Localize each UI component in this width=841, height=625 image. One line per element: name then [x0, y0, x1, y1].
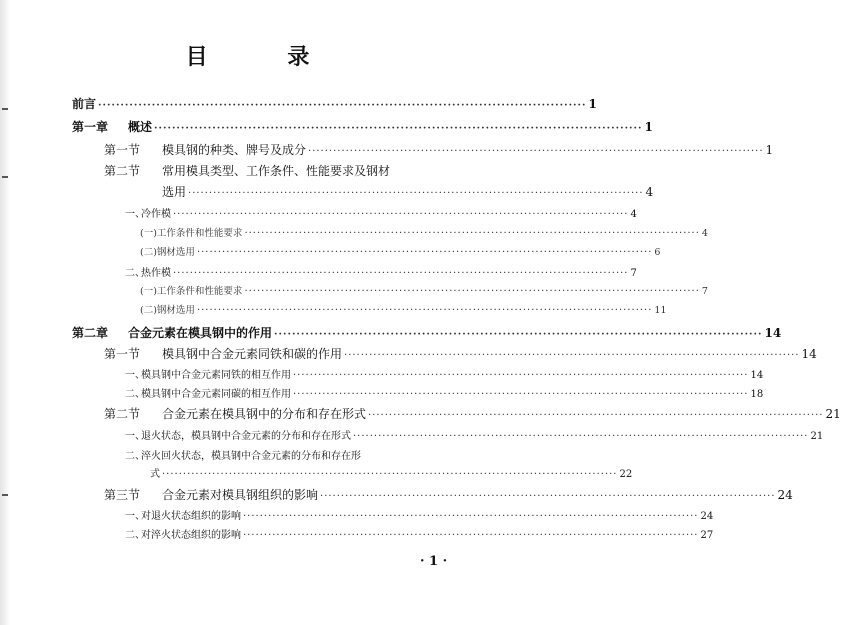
leader-dots: ·············································································································: [196, 305, 653, 316]
toc-entry-label: 对淬火状态组织的影响: [141, 530, 241, 541]
leader-dots: ·············································································································: [173, 268, 629, 279]
toc-entry-continuation[interactable]: [162, 183, 654, 200]
leader-dots: ·············································································································: [293, 370, 749, 381]
toc-entry-page: 1: [644, 120, 653, 134]
leader-dots: ·············································································································: [98, 100, 587, 111]
leader-dots: ·············································································································: [344, 350, 800, 361]
toc-entry-label: 式: [150, 469, 160, 480]
toc-entry-page: 14: [801, 347, 817, 361]
toc-entry-page: 4: [645, 185, 654, 199]
toc-entry-number: 第一节: [104, 347, 141, 361]
leader-dots: ·············································································································: [293, 389, 749, 400]
leader-dots: ·············································································································: [243, 530, 699, 541]
toc-entry-label: 模具钢的种类、牌号及成分: [162, 143, 307, 157]
toc-entry-subsection[interactable]: [125, 526, 714, 541]
toc-entry-page: 1: [588, 97, 597, 111]
toc-entry-page: 6: [654, 247, 661, 258]
toc-entry-page: 24: [777, 488, 793, 502]
toc-entry-number: 二、: [125, 268, 145, 279]
leader-dots: ·············································································································: [244, 286, 700, 297]
toc-entry-label: 钢材选用: [156, 305, 195, 316]
leader-dots: ·············································································································: [244, 228, 700, 239]
toc-entry-page: 21: [810, 431, 824, 442]
toc-entry-continuation[interactable]: [150, 465, 633, 480]
leader-dots: ·············································································································: [188, 188, 644, 199]
toc-entry-number: 第二节: [104, 164, 141, 178]
toc-entry-number: (一): [140, 286, 157, 297]
toc-entry-number: 一、: [125, 209, 145, 220]
toc-entry-page: 7: [701, 286, 708, 297]
toc-entry-page: 14: [750, 370, 764, 381]
scan-mark: [2, 494, 8, 496]
toc-entry-subsection[interactable]: [125, 427, 824, 442]
toc-entry-number: 二、: [125, 389, 145, 400]
toc-entry-page: 18: [750, 389, 764, 400]
toc-entry-label: 模具钢中合金元素同铁和碳的作用: [162, 347, 343, 361]
toc-entry-number: (二): [140, 247, 157, 258]
toc-entry-number: 一、: [125, 431, 145, 442]
toc-entry-label: 概述: [128, 120, 153, 134]
leader-dots: ·············································································································: [196, 247, 653, 258]
page-number: · 1 ·: [420, 554, 448, 569]
toc-entry-page: 4: [630, 209, 637, 220]
leader-dots: ·············································································································: [320, 491, 776, 502]
toc-entry-label: 前言: [72, 97, 97, 111]
toc-entry-page: 14: [764, 326, 782, 340]
toc-entry-subsection[interactable]: [125, 507, 714, 522]
toc-entry-page: 21: [825, 407, 841, 421]
toc-entry-label: 合金元素在模具钢中的作用: [128, 326, 273, 340]
leader-dots: ·············································································································: [154, 123, 643, 134]
toc-entry-page: 22: [619, 469, 633, 480]
toc-entry-number: 二、: [125, 530, 145, 541]
toc-entry-number: 第二章: [72, 326, 109, 340]
toc-entry-section[interactable]: [104, 405, 841, 422]
toc-entry-preface[interactable]: [72, 95, 597, 112]
toc-entry-page: 27: [700, 530, 714, 541]
toc-entry-label: 退火状态，模具钢中合金元素的分布和存在形式: [141, 431, 351, 442]
toc-entry-label: 选用: [162, 185, 187, 199]
toc-entry-label: 钢材选用: [156, 247, 195, 258]
toc-entry-subsection[interactable]: [125, 264, 637, 279]
toc-entry-chapter-1[interactable]: [72, 118, 653, 135]
toc-entry-section[interactable]: [104, 345, 817, 362]
toc-entry-subsection[interactable]: [125, 205, 637, 220]
toc-entry-number: (二): [140, 305, 157, 316]
toc-entry-item[interactable]: [140, 225, 708, 239]
leader-dots: ·············································································································: [353, 431, 809, 442]
leader-dots: ·············································································································: [162, 469, 618, 480]
toc-entry-chapter-2[interactable]: [72, 324, 782, 341]
leader-dots: ·············································································································: [308, 146, 764, 157]
leader-dots: ·············································································································: [173, 209, 629, 220]
toc-entry-page: 1: [765, 143, 774, 157]
toc-entry-number: (一): [140, 228, 157, 239]
toc-entry-number: 第一节: [104, 143, 141, 157]
scan-mark: [2, 108, 8, 110]
toc-entry-section[interactable]: [104, 141, 774, 158]
toc-entry-page: 4: [701, 228, 708, 239]
toc-entry-number: 一、: [125, 370, 145, 381]
page-title: 目 录: [185, 44, 346, 70]
toc-entry-section[interactable]: [104, 162, 476, 179]
toc-entry-item[interactable]: [140, 244, 661, 258]
scan-edge: [0, 0, 10, 625]
toc-entry-item[interactable]: [140, 302, 667, 316]
toc-entry-page: 7: [630, 268, 637, 279]
toc-entry-label: 合金元素对模具钢组织的影响: [162, 488, 319, 502]
toc-entry-number: 二、: [125, 451, 145, 462]
toc-entry-label: 冷作模: [141, 209, 171, 220]
toc-entry-number: 第三节: [104, 488, 141, 502]
toc-entry-subsection[interactable]: [125, 366, 764, 381]
toc-entry-label: 合金元素在模具钢中的分布和存在形式: [162, 407, 367, 421]
toc-entry-page: 11: [654, 305, 667, 316]
toc-entry-label: 模具钢中合金元素同铁的相互作用: [141, 370, 291, 381]
toc-entry-item[interactable]: [140, 283, 708, 297]
toc-entry-subsection[interactable]: [125, 385, 764, 400]
toc-entry-number: 一、: [125, 511, 145, 522]
leader-dots: ·············································································································: [368, 410, 824, 421]
toc-entry-label: 工作条件和性能要求: [156, 228, 243, 239]
toc-entry-number: 第二节: [104, 407, 141, 421]
toc-entry-label: 工作条件和性能要求: [156, 286, 243, 297]
toc-entry-subsection[interactable]: [125, 447, 476, 462]
toc-entry-label: 模具钢中合金元素同碳的相互作用: [141, 389, 291, 400]
toc-entry-label: 淬火回火状态，模具钢中合金元素的分布和存在形: [141, 451, 361, 462]
toc-entry-label: 热作模: [141, 268, 171, 279]
toc-entry-page: 24: [700, 511, 714, 522]
toc-entry-label: 常用模具类型、工作条件、性能要求及钢材: [162, 164, 391, 178]
toc-entry-section[interactable]: [104, 486, 793, 503]
toc-entry-number: 第一章: [72, 120, 109, 134]
leader-dots: ·············································································································: [274, 329, 763, 340]
scan-mark: [2, 176, 8, 178]
toc-entry-label: 对退火状态组织的影响: [141, 511, 241, 522]
leader-dots: ·············································································································: [243, 511, 699, 522]
